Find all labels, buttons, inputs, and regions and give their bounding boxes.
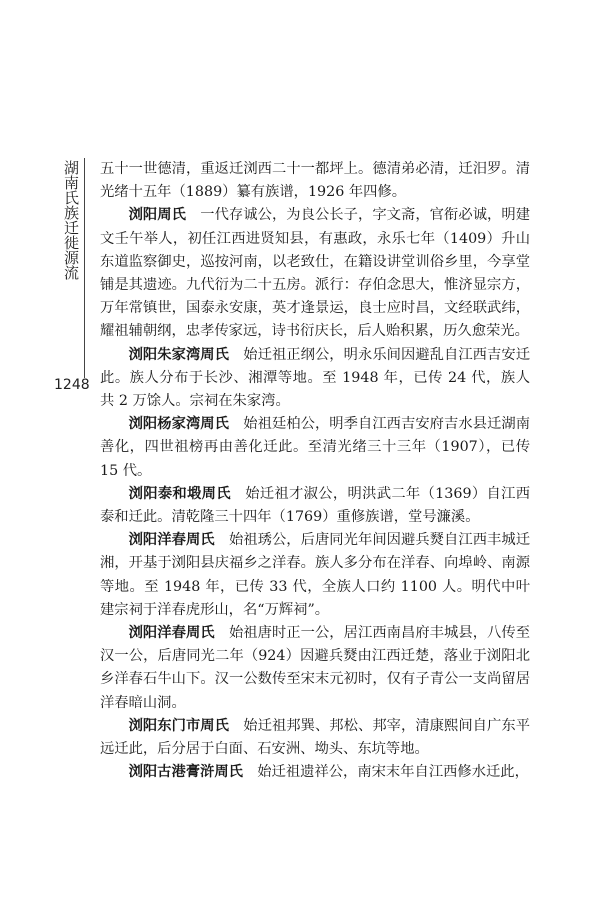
entry-paragraph: [100, 344, 530, 414]
entry-text: 始祖唐时正一公，居江西南昌府丰城县，八传至汉一公，后唐同光二年（924）因避兵燹由江西迁楚，落业于浏阳北乡洋春石牛山下。汉一公数传至宋末元初时，仅有子青公一支尚留居洋春暗山洞。: [100, 625, 531, 711]
body-text: [100, 158, 530, 784]
entry-paragraph: [100, 622, 530, 715]
running-head-title: 湖南氏族迁徙源流: [62, 160, 80, 280]
entry-title: 浏阳洋春周氏: [128, 625, 215, 642]
entry-paragraph: [100, 204, 530, 343]
entry-title: 浏阳周氏: [128, 207, 186, 224]
paragraph-continuation: [100, 158, 530, 204]
entry-title: 浏阳朱家湾周氏: [128, 346, 229, 363]
entry-paragraph: [100, 715, 530, 761]
entry-title: 浏阳东门市周氏: [128, 717, 229, 734]
paragraph-text: 五十一世德清，重返迁浏西二十一都坪上。德清弟必清，迁汨罗。清光绪十五年（1889）纂有族谱，1926 年四修。: [100, 161, 530, 201]
entry-paragraph: [100, 529, 530, 622]
entry-title: 浏阳古港膏浒周氏: [128, 764, 243, 781]
entry-text: 始迁祖正纲公，明永乐间因避乱自江西吉安迁此。族人分布于长沙、湘潭等地。至 1948 年，已传 24 代，族人共 2 万馀人。宗祠在朱家湾。: [100, 346, 531, 410]
entry-text: 一代存诚公，为良公长子，字文斋，官衔必诚，明建文壬午举人，初任江西进贤知县，有惠政，永乐七年（1409）升山东道监察御史，巡按河南，以老致仕，在籍设讲堂训俗乡里，今享堂铺是其遗迹。九代衍为二十五房。派行：存伯念思大，惟济显宗方，万年常镇世，国泰永安康，英才逢景运，良士应时昌，文经联武纬，耀祖辅朝纲，忠孝传家远，诗书衍庆长，后人贻积累，历久愈荣光。: [100, 207, 531, 340]
entry-title: 浏阳洋春周氏: [128, 532, 215, 549]
entry-text: 始祖琇公，后唐同光年间因避兵燹自江西丰城迁湘，开基于浏阳县庆福乡之洋春。族人多分布在洋春、向埠岭、南源等地。至 1948 年，已传 33 代，全族人口约 1100 人。明代中叶建宗祠于洋春虎形山，名“万辉祠”。: [100, 532, 531, 618]
entry-text: 始祖廷柏公，明季自江西吉安府吉水县迁湖南善化，四世祖榜再由善化迁此。至清光绪三十三年（1907），已传 15 代。: [100, 416, 531, 479]
running-head-divider: [84, 158, 85, 378]
entry-text: 始迁祖才淑公，明洪武二年（1369）自江西泰和迁此。清乾隆三十四年（1769）重修族谱，堂号濂溪。: [100, 485, 530, 526]
entry-title: 浏阳杨家湾周氏: [128, 416, 229, 433]
entry-text: 始迁祖邦巽、邦松、邦宰，清康熙间自广东平远迁此，后分居于白面、石安洲、坳头、东坑等地。: [100, 717, 531, 758]
page-number: 1248: [54, 377, 90, 393]
entry-text: 始迁祖遗祥公，南宋末年自江西修水迁此，: [257, 764, 529, 781]
entry-paragraph: [100, 413, 530, 483]
entry-title: 浏阳泰和塅周氏: [128, 485, 231, 502]
entry-paragraph: [100, 483, 530, 529]
entry-paragraph: [100, 761, 530, 784]
